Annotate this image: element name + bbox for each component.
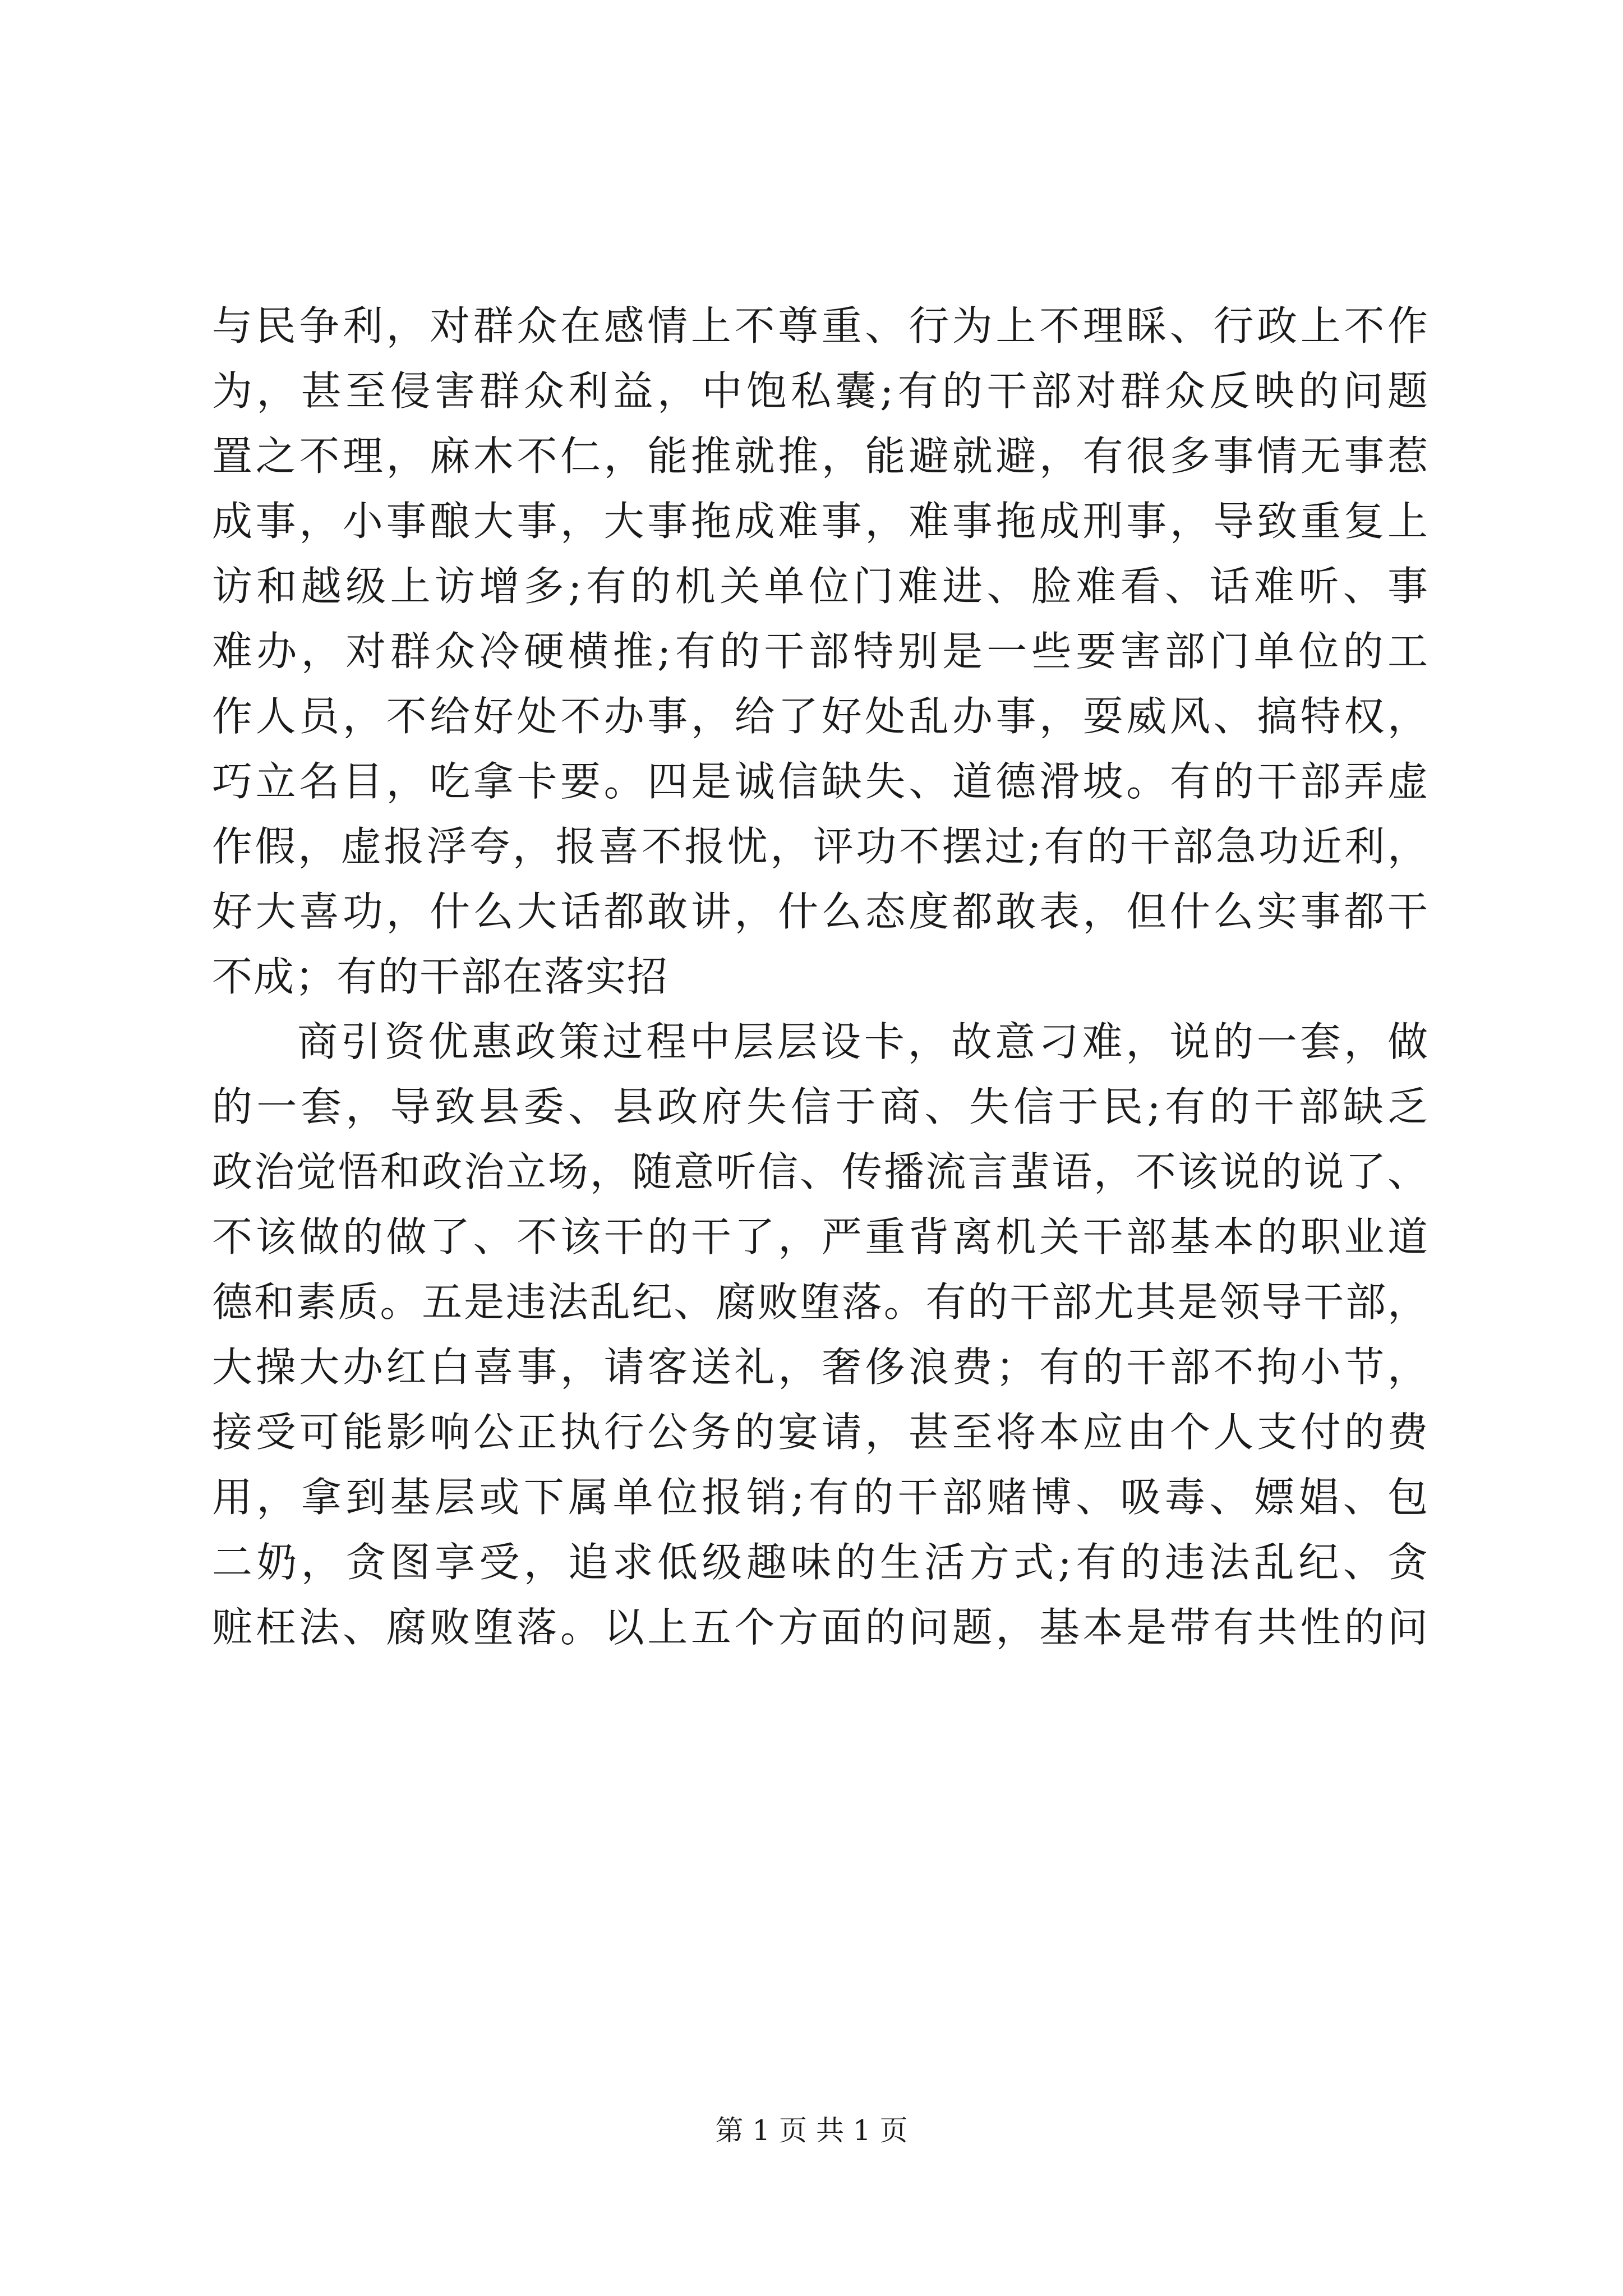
page-number-label: 第 1 页 共 1 页 (715, 2114, 908, 2147)
paragraph-1-line-4: 成事，小事酿大事，大事拖成难事，难事拖成刑事，导致重复上 (212, 498, 1429, 545)
paragraph-2-line-2: 的一套，导致县委、县政府失信于商、失信于民;有的干部缺乏 (212, 1083, 1429, 1130)
paragraph-2-line-4: 不该做的做了、不该干的干了，严重背离机关干部基本的职业道 (212, 1213, 1429, 1260)
paragraph-2-line-3: 政治觉悟和政治立场，随意听信、传播流言蜚语，不该说的说了、 (212, 1148, 1429, 1195)
paragraph-1-line-3: 置之不理，麻木不仁，能推就推，能避就避，有很多事情无事惹 (212, 432, 1429, 480)
paragraph-2-line-5: 德和素质。五是违法乱纪、腐败堕落。有的干部尤其是领导干部， (212, 1278, 1429, 1326)
paragraph-1-line-6: 难办，对群众冷硬横推;有的干部特别是一些要害部门单位的工 (212, 628, 1429, 675)
paragraph-1-line-1: 与民争利，对群众在感情上不尊重、行为上不理睬、行政上不作 (212, 302, 1429, 349)
paragraph-1-line-5: 访和越级上访增多;有的机关单位门难进、脸难看、话难听、事 (212, 563, 1429, 610)
paragraph-2-line-6: 大操大办红白喜事，请客送礼，奢侈浪费；有的干部不拘小节， (212, 1343, 1429, 1391)
page-footer (0, 2114, 1623, 2147)
paragraph-1-line-9: 作假，虚报浮夸，报喜不报忧，评功不摆过;有的干部急功近利， (212, 823, 1429, 870)
paragraph-1-line-8: 巧立名目，吃拿卡要。四是诚信缺失、道德滑坡。有的干部弄虚 (212, 758, 1429, 805)
document-body (212, 293, 1429, 1660)
paragraph-1-line-2: 为，甚至侵害群众利益，中饱私囊;有的干部对群众反映的问题 (212, 367, 1429, 415)
paragraph-1-line-11: 不成；有的干部在落实招 (212, 953, 669, 1000)
paragraph-2-line-10: 赃枉法、腐败堕落。以上五个方面的问题，基本是带有共性的问 (212, 1604, 1429, 1651)
paragraph-2-line-8: 用，拿到基层或下属单位报销;有的干部赌博、吸毒、嫖娼、包 (212, 1474, 1429, 1521)
paragraph-2-line-7: 接受可能影响公正执行公务的宴请，甚至将本应由个人支付的费 (212, 1409, 1429, 1456)
paragraph-1-line-10: 好大喜功，什么大话都敢讲，什么态度都敢表，但什么实事都干 (212, 888, 1429, 935)
paragraph-2-line-9: 二奶，贪图享受，追求低级趣味的生活方式;有的违法乱纪、贪 (212, 1539, 1429, 1586)
paragraph-2-line-1: 商引资优惠政策过程中层层设卡，故意刁难，说的一套，做 (297, 1018, 1429, 1065)
paragraph-1-line-7: 作人员，不给好处不办事，给了好处乱办事，耍威风、搞特权， (212, 693, 1429, 740)
